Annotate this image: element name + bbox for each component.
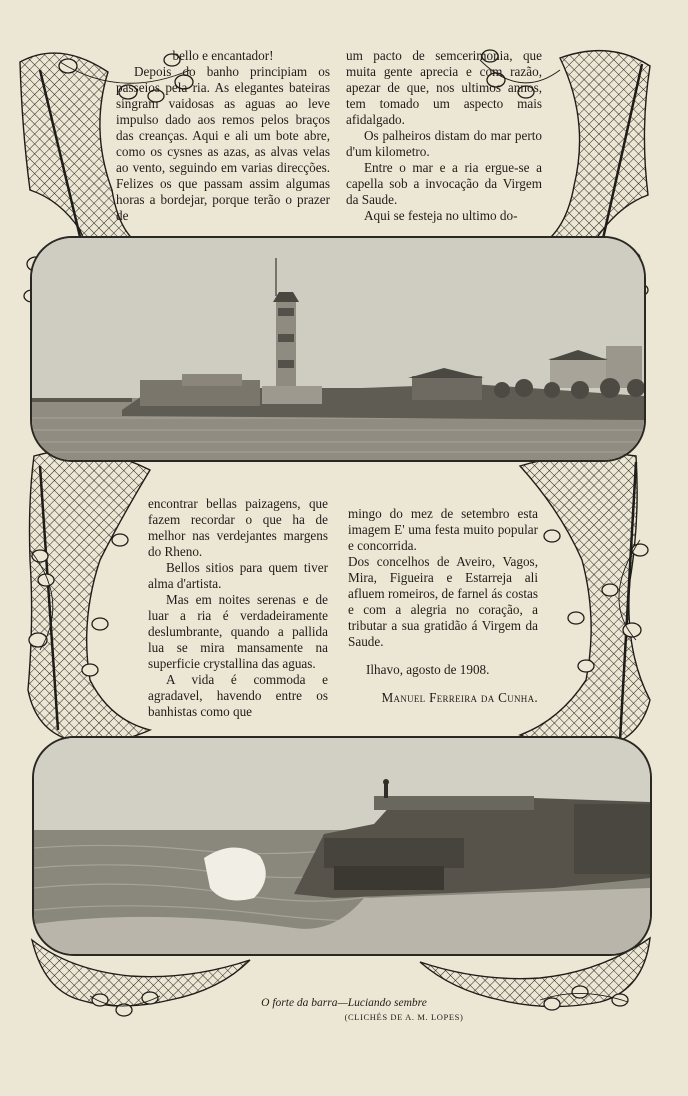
fort-photo [32,736,652,956]
article-paragraph: Bellos sitios para quem tiver alma d'artista. [148,560,328,591]
article-paragraph: Aqui se festeja no ultimo do- [364,208,518,223]
photo-credit: (CLICHÉS DE A. M. LOPES) [344,1012,464,1022]
dateline: Ilhavo, agosto de 1908. [366,662,490,677]
article-paragraph: Depois do banho principiam os passeios pela ria. As elegantes bateiras singram vaidosas as aguas ao leve impulso dado aos remos pelos braços das creanças. Aqui e ali um bote abre, como os cysnes as azas, as alvas velas ao vento, seguindo em varias direcções. Felizes os que passam assim algumas horas a bordejar, porque terão o prazer de [116,64,330,223]
article-column-middle-left [148,496,328,720]
caption-title: O forte da barra—Luciando sembre [261,997,427,1009]
author-signature: Manuel Ferreira da Cunha. [381,690,538,705]
photo-caption [0,996,688,1024]
lighthouse-photo [30,236,646,462]
article-paragraph: Mas em noites serenas e de luar a ria é verdadeiramente deslumbrante, quando a pallida lua se mira mansamente na superficie crystallina das aguas. [148,592,328,671]
fort-scene-illustration [34,738,650,954]
article-paragraph: A vida é commoda e agradavel, havendo entre os banhistas como que [148,672,328,719]
article-paragraph: um pacto de semcerimonia, que muita gente aprecia e com razão, apezar de que, nos ultimos annos, tem tomado um aspecto mais afidalgado. [346,48,542,127]
article-column-top-right [346,48,542,224]
lighthouse-scene-illustration [32,238,644,460]
article-column-top-left [116,48,330,224]
article-paragraph: encontrar bellas paizagens, que fazem recordar o que ha de melhor nas verdejantes margens do Rheno. [148,496,328,559]
article-paragraph: mingo do mez de setembro esta imagem E' uma festa muito popular e concorrida. [348,506,538,553]
article-paragraph: Dos concelhos de Aveiro, Vagos, Mira, Figueira e Estarreja ali afluem romeiros, de farnel ás costas e com a alegria no coração, a tributar a sua gratidão á Virgem da Saude. [348,554,538,649]
article-paragraph: bello e encantador! [172,48,274,63]
article-column-middle-right [348,506,538,706]
article-paragraph: Entre o mar e a ria ergue-se a capella sob a invocação da Virgem da Saude. [346,160,542,207]
article-paragraph: Os palheiros distam do mar perto d'um kilometro. [346,128,542,159]
